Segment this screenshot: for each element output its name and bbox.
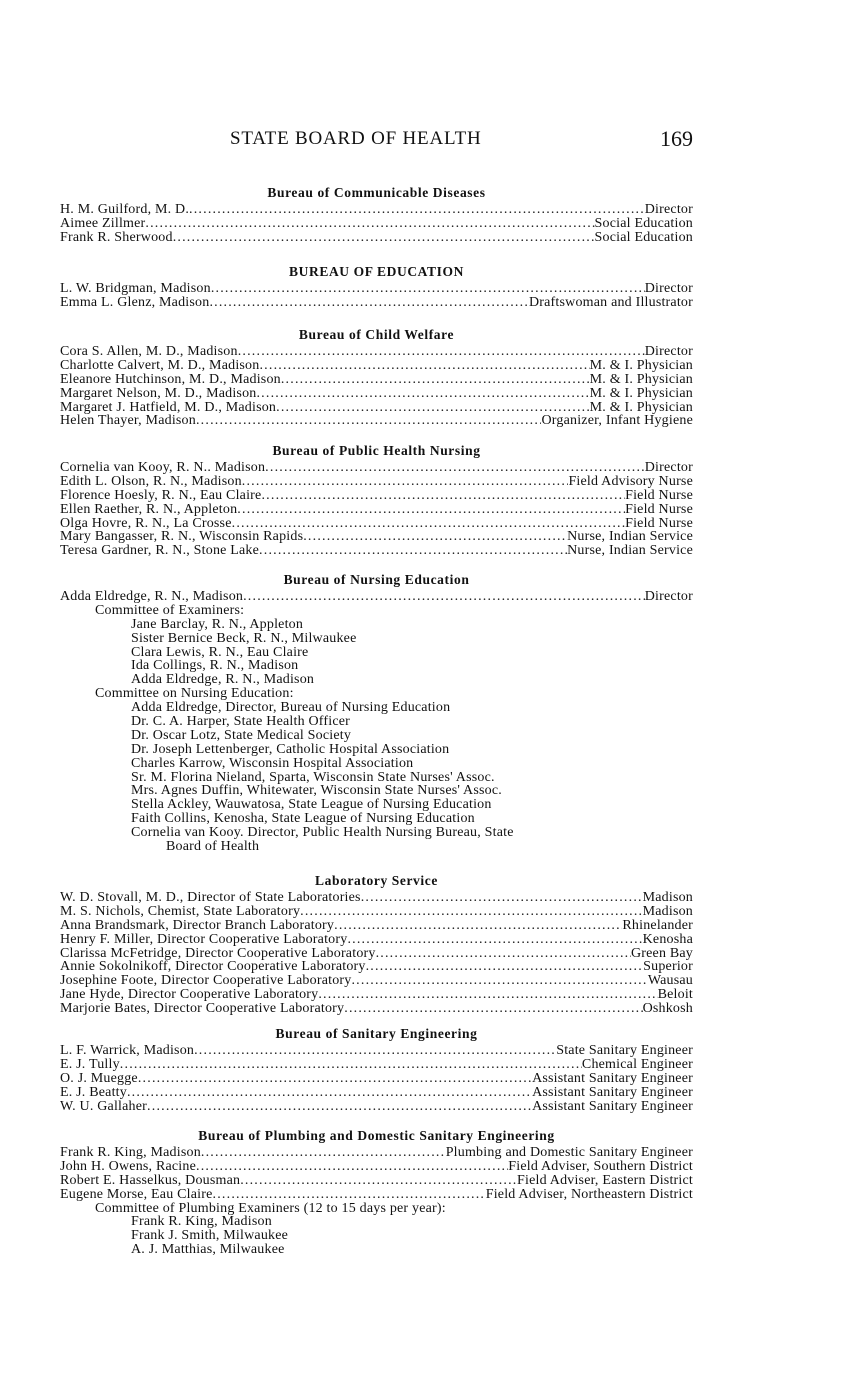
staff-role: Director <box>644 344 693 359</box>
staff-row <box>60 1044 693 1058</box>
staff-location: Kenosha <box>642 931 693 947</box>
leader-dots <box>138 1072 532 1086</box>
staff-name: H. M. Guilford, M. D. <box>60 202 190 217</box>
page-header <box>60 128 693 154</box>
staff-row <box>60 974 693 988</box>
leader-dots <box>209 296 529 310</box>
section-sanitary-engineering <box>60 1026 693 1113</box>
leader-dots <box>318 988 657 1002</box>
staff-row <box>60 530 693 544</box>
leader-dots <box>145 217 594 231</box>
list-item: Cornelia van Kooy. Director, Public Health Nursing Bureau, State <box>131 825 514 841</box>
leader-dots <box>259 544 567 558</box>
staff-name: Margaret Nelson, M. D., Madison <box>60 385 257 401</box>
leader-dots <box>238 345 645 359</box>
examiners-label: Committee of Plumbing Examiners (12 to 15 days per year): <box>95 1200 446 1216</box>
leader-dots <box>211 282 645 296</box>
list-item: Frank J. Smith, Milwaukee <box>131 1228 289 1244</box>
staff-row <box>60 345 693 359</box>
staff-role: M. & I. Physician <box>589 385 693 401</box>
staff-role: Field Nurse <box>625 487 693 503</box>
staff-name: E. J. Beatty <box>60 1084 127 1100</box>
staff-role: Field Nurse <box>625 515 693 531</box>
section-child-welfare <box>60 327 693 428</box>
staff-role: Field Nurse <box>625 501 693 517</box>
leader-dots <box>366 960 644 974</box>
leader-dots <box>127 1086 532 1100</box>
list-item-continuation: Board of Health <box>166 839 260 855</box>
staff-role: Field Advisory Nurse <box>568 473 693 489</box>
staff-name: W. D. Stovall, M. D., Director of State Laboratories <box>60 890 361 905</box>
staff-row <box>60 933 693 947</box>
leader-dots <box>237 503 625 517</box>
committee-label: Committee on Nursing Education: <box>95 686 294 702</box>
staff-role: Director <box>644 460 693 475</box>
leader-dots <box>261 489 625 503</box>
staff-role: Nurse, Indian Service <box>567 529 693 545</box>
staff-role: State Sanitary Engineer <box>556 1043 693 1058</box>
staff-location: Madison <box>642 890 693 905</box>
leader-dots <box>344 1002 642 1016</box>
staff-role: Director <box>644 589 693 604</box>
list-item: Stella Ackley, Wauwatosa, State League of Nursing Education <box>131 797 492 813</box>
staff-role: Organizer, Infant Hygiene <box>541 413 693 429</box>
list-item: Dr. Joseph Lettenberger, Catholic Hospital Association <box>131 741 450 757</box>
staff-name: O. J. Muegge <box>60 1070 138 1086</box>
staff-location: Wausau <box>647 973 693 989</box>
staff-row <box>60 231 693 245</box>
staff-location: Green Bay <box>630 945 693 961</box>
staff-location: Superior <box>643 959 693 975</box>
staff-role: Field Adviser, Northeastern District <box>485 1186 693 1202</box>
examiners-label: Committee of Examiners: <box>95 602 245 618</box>
staff-name: Clarissa McFetridge, Director Cooperative Laboratory <box>60 945 376 961</box>
staff-name: Edith L. Olson, R. N., Madison <box>60 473 242 489</box>
staff-role: Assistant Sanitary Engineer <box>532 1084 693 1100</box>
staff-name: Josephine Foote, Director Cooperative Laboratory <box>60 973 352 989</box>
staff-row <box>60 373 693 387</box>
staff-row <box>60 960 693 974</box>
staff-name: Marjorie Bates, Director Cooperative Laboratory <box>60 1001 345 1017</box>
staff-row <box>60 905 693 919</box>
staff-role: Field Adviser, Eastern District <box>517 1172 693 1188</box>
list-item: Frank R. King, Madison <box>131 1214 272 1230</box>
staff-row <box>60 544 693 558</box>
staff-name: L. F. Warrick, Madison <box>60 1043 195 1058</box>
staff-name: Mary Bangasser, R. N., Wisconsin Rapids <box>60 529 304 545</box>
staff-row <box>60 203 693 217</box>
leader-dots <box>213 1188 486 1202</box>
staff-name: Aimee Zillmer <box>60 215 146 231</box>
leader-dots <box>303 530 567 544</box>
list-item: Faith Collins, Kenosha, State League of Nursing Education <box>131 811 475 827</box>
list-item: Mrs. Agnes Duffin, Whitewater, Wisconsin State Nurses' Assoc. <box>131 783 502 799</box>
staff-row <box>60 891 693 905</box>
staff-role: Director <box>644 281 693 296</box>
leader-dots <box>276 401 590 415</box>
staff-row <box>60 475 693 489</box>
section-heading: BUREAU OF EDUCATION <box>289 264 464 279</box>
section-public-health-nursing <box>60 443 693 558</box>
staff-row <box>60 217 693 231</box>
list-item: Clara Lewis, R. N., Eau Claire <box>131 644 309 660</box>
section-nursing-education <box>60 572 693 854</box>
list-item: A. J. Matthias, Milwaukee <box>131 1242 285 1258</box>
staff-row <box>60 1086 693 1100</box>
staff-name: Olga Hovre, R. N., La Crosse <box>60 515 232 531</box>
staff-location: Beloit <box>657 987 693 1003</box>
staff-row <box>60 387 693 401</box>
leader-dots <box>300 905 642 919</box>
staff-name: Eugene Morse, Eau Claire <box>60 1186 213 1202</box>
section-heading: Bureau of Child Welfare <box>298 327 455 342</box>
staff-name: Frank R. King, Madison <box>60 1145 201 1160</box>
staff-role: M. & I. Physician <box>589 399 693 415</box>
staff-name: Anna Brandsmark, Director Branch Laboratory <box>60 917 335 933</box>
leader-dots <box>265 461 645 475</box>
staff-role: Social Education <box>594 229 693 245</box>
staff-row <box>60 590 693 604</box>
section-communicable-diseases <box>60 185 693 245</box>
leader-dots <box>196 1160 508 1174</box>
staff-name: Helen Thayer, Madison <box>60 413 196 429</box>
staff-row <box>60 1188 693 1202</box>
leader-dots <box>334 919 622 933</box>
staff-role: M. & I. Physician <box>589 371 693 387</box>
list-item: Adda Eldredge, Director, Bureau of Nursing Education <box>131 700 451 716</box>
staff-name: John H. Owens, Racine <box>60 1158 197 1174</box>
leader-dots <box>189 203 645 217</box>
staff-location: Oshkosh <box>642 1001 693 1017</box>
staff-role: Director <box>644 202 693 217</box>
staff-row <box>60 1146 693 1160</box>
staff-name: Charlotte Calvert, M. D., Madison <box>60 357 260 373</box>
leader-dots <box>256 387 589 401</box>
staff-row <box>60 1072 693 1086</box>
leader-dots <box>232 517 625 531</box>
staff-name: Cornelia van Kooy, R. N.. Madison <box>60 460 266 475</box>
leader-dots <box>351 974 647 988</box>
staff-name: Teresa Gardner, R. N., Stone Lake <box>60 543 260 559</box>
staff-name: Eleanore Hutchinson, M. D., Madison <box>60 371 281 387</box>
staff-row <box>60 1002 693 1016</box>
staff-row <box>60 1100 693 1114</box>
staff-row <box>60 947 693 961</box>
staff-role: Draftswoman and Illustrator <box>528 294 693 310</box>
staff-location: Madison <box>642 903 693 919</box>
section-heading: Bureau of Sanitary Engineering <box>275 1026 478 1041</box>
leader-dots <box>201 1146 446 1160</box>
leader-dots <box>347 933 642 947</box>
staff-row <box>60 503 693 517</box>
page-number: 169 <box>660 126 693 151</box>
staff-name: Ellen Raether, R. N., Appleton <box>60 501 238 517</box>
leader-dots <box>194 1044 556 1058</box>
section-education <box>60 264 693 310</box>
staff-name: Emma L. Glenz, Madison <box>60 294 210 310</box>
staff-name: W. U. Gallaher <box>60 1098 148 1114</box>
staff-name: Frank R. Sherwood <box>60 229 173 245</box>
staff-role: Assistant Sanitary Engineer <box>532 1070 693 1086</box>
leader-dots <box>173 231 595 245</box>
staff-row <box>60 517 693 531</box>
staff-name: M. S. Nichols, Chemist, State Laboratory <box>60 903 301 919</box>
leader-dots <box>259 359 589 373</box>
staff-row <box>60 461 693 475</box>
staff-role: M. & I. Physician <box>589 357 693 373</box>
section-laboratory-service <box>60 873 693 1016</box>
list-item: Sr. M. Florina Nieland, Sparta, Wisconsin State Nurses' Assoc. <box>131 769 495 785</box>
staff-name: Jane Hyde, Director Cooperative Laboratory <box>60 987 319 1003</box>
running-title: STATE BOARD OF HEALTH <box>230 128 482 149</box>
staff-name: Robert E. Hasselkus, Dousman <box>60 1172 241 1188</box>
section-heading: Laboratory Service <box>315 873 438 888</box>
leader-dots <box>376 947 631 961</box>
section-heading: Bureau of Communicable Diseases <box>267 185 486 200</box>
staff-name: L. W. Bridgman, Madison <box>60 281 211 296</box>
staff-row <box>60 296 693 310</box>
list-item: Dr. Oscar Lotz, State Medical Society <box>131 727 352 743</box>
staff-name: Florence Hoesly, R. N., Eau Claire <box>60 487 262 503</box>
list-item: Ida Collings, R. N., Madison <box>131 658 299 674</box>
staff-location: Rhinelander <box>622 917 693 933</box>
list-item: Adda Eldredge, R. N., Madison <box>131 672 315 688</box>
staff-row <box>60 988 693 1002</box>
section-heading: Bureau of Public Health Nursing <box>272 443 481 458</box>
list-item: Charles Karrow, Wisconsin Hospital Association <box>131 755 414 771</box>
staff-role: Assistant Sanitary Engineer <box>532 1098 693 1114</box>
staff-role: Plumbing and Domestic Sanitary Engineer <box>445 1145 693 1160</box>
leader-dots <box>196 414 542 428</box>
leader-dots <box>243 590 645 604</box>
section-heading: Bureau of Nursing Education <box>283 572 470 587</box>
staff-row <box>60 1174 693 1188</box>
staff-role: Nurse, Indian Service <box>567 543 693 559</box>
staff-row <box>60 919 693 933</box>
staff-row <box>60 401 693 415</box>
staff-name: Cora S. Allen, M. D., Madison <box>60 344 238 359</box>
staff-role: Chemical Engineer <box>581 1056 693 1072</box>
staff-row <box>60 414 693 428</box>
section-plumbing-engineering <box>60 1128 693 1257</box>
staff-role: Field Adviser, Southern District <box>508 1158 693 1174</box>
list-item: Dr. C. A. Harper, State Health Officer <box>131 714 351 730</box>
staff-row <box>60 359 693 373</box>
leader-dots <box>242 475 569 489</box>
leader-dots <box>361 891 643 905</box>
staff-name: Adda Eldredge, R. N., Madison <box>60 589 244 604</box>
staff-name: Margaret J. Hatfield, M. D., Madison <box>60 399 277 415</box>
staff-row <box>60 1058 693 1072</box>
staff-row <box>60 282 693 296</box>
list-item: Jane Barclay, R. N., Appleton <box>131 616 304 632</box>
leader-dots <box>240 1174 517 1188</box>
staff-role: Social Education <box>594 215 693 231</box>
section-heading: Bureau of Plumbing and Domestic Sanitary Engineering <box>198 1128 555 1143</box>
staff-row <box>60 1160 693 1174</box>
leader-dots <box>281 373 590 387</box>
leader-dots <box>120 1058 582 1072</box>
staff-name: Henry F. Miller, Director Cooperative Laboratory <box>60 931 348 947</box>
list-item: Sister Bernice Beck, R. N., Milwaukee <box>131 630 357 646</box>
staff-name: Annie Sokolnikoff, Director Cooperative Laboratory <box>60 959 366 975</box>
leader-dots <box>147 1100 532 1114</box>
staff-row <box>60 489 693 503</box>
staff-name: E. J. Tully <box>60 1056 120 1072</box>
